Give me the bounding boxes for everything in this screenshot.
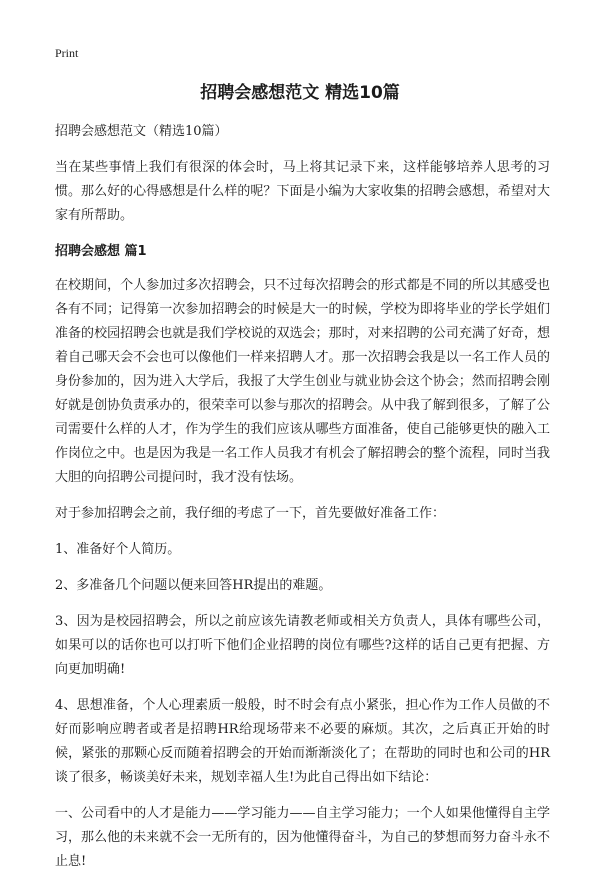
list-item-2: 2、多准备几个问题以便来回答HR提出的难题。 (55, 578, 332, 593)
document-subtitle: 招聘会感想范文（精选10篇） (55, 124, 228, 139)
list-item-1: 1、准备好个人简历。 (55, 542, 181, 557)
list-item-4: 4、思想准备，个人心理素质一般般，时不时会有点小紧张，担心作为工作人员做的不好而影响应聘者或者是招聘HR给现场带来不必要的麻烦。其次，之后真正开始的时候，紧张的那颗心反而随着招聘会的开始而渐渐淡化了；在帮助的同时也和公司的HR谈了很多，畅谈美好未来，规划幸福人生!为此自己得出如下结论： (55, 698, 550, 785)
intro-paragraph: 当在某些事情上我们有很深的体会时，马上将其记录下来，这样能够培养人思考的习惯。那么好的心得感想是什么样的呢？下面是小编为大家收集的招聘会感想，希望对大家有所帮助。 (55, 160, 550, 223)
page-title: 招聘会感想范文 精选10篇 (200, 83, 400, 103)
list-item-3: 3、因为是校园招聘会，所以之前应该先请教老师或相关方负责人，具体有哪些公司，如果可以的话你也可以打听下他们企业招聘的岗位有哪些?这样的话自己更有把握、方向更加明确! (55, 614, 550, 677)
document-body (55, 120, 550, 886)
section-heading: 招聘会感想 篇1 (55, 244, 147, 259)
paragraph-2: 对于参加招聘会之前，我仔细的考虑了一下，首先要做好准备工作： (55, 506, 446, 521)
conclusion-item-1: 一、公司看中的人才是能力——学习能力——自主学习能力；一个人如果他懂得自主学习，那么他的未来就不会一无所有的，因为他懂得奋斗，为自己的梦想而努力奋斗永不止息! (55, 806, 550, 869)
print-link[interactable]: Print (55, 46, 79, 60)
paragraph-1: 在校期间，个人参加过多次招聘会，只不过每次招聘会的形式都是不同的所以其感受也各有不同；记得第一次参加招聘会的时候是大一的时候，学校为即将毕业的学长学姐们准备的校园招聘会也就是我们学校说的双选会；那时，对来招聘的公司充满了好奇，想着自己哪天会不会也可以像他们一样来招聘人才。那一次招聘会我是以一名工作人员的身份参加的，因为进入大学后，我报了大学生创业与就业协会这个协会；然而招聘会刚好就是创协负责承办的，很荣幸可以参与那次的招聘会。从中我了解到很多，了解了公司需要什么样的人才，作为学生的我们应该从哪些方面准备，使自己能够更快的融入工作岗位之中。也是因为我是一名工作人员我才有机会了解招聘会的整个流程，同时当我大胆的向招聘公司提问时，我才没有怯场。 (55, 278, 550, 485)
